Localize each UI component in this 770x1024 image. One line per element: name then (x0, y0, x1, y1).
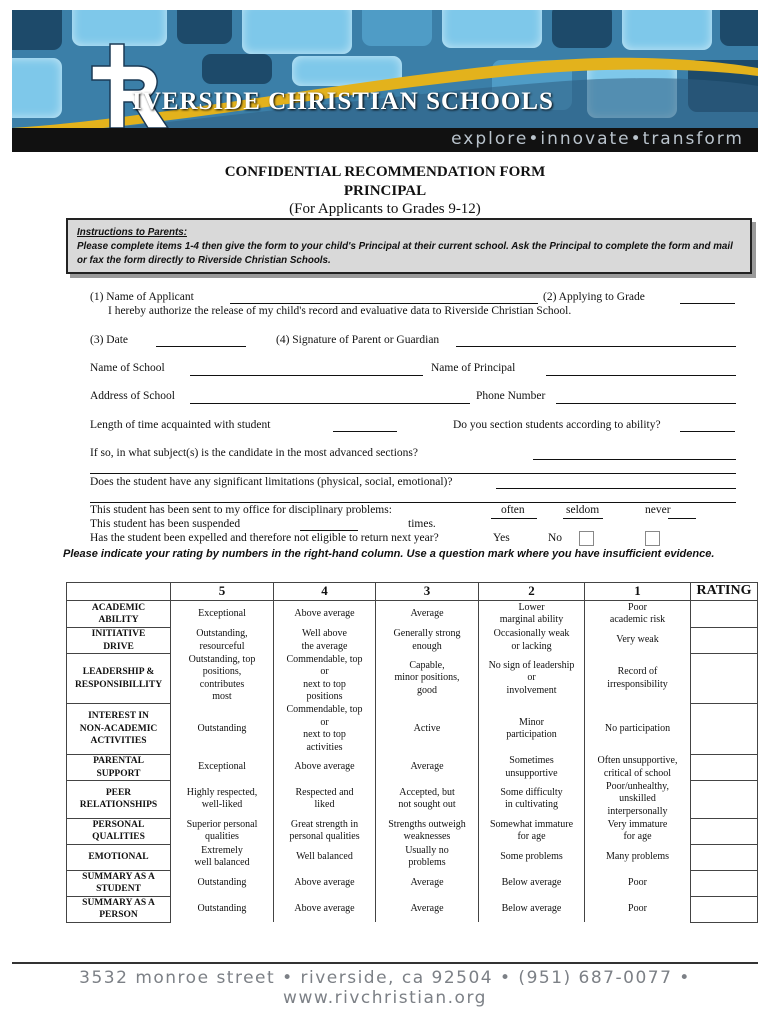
cell-2: Lower marginal ability (479, 601, 585, 628)
cell-4: Great strength in personal qualities (274, 818, 376, 844)
header-banner (12, 10, 758, 152)
yes-label: Yes (493, 532, 510, 544)
phone-field[interactable] (556, 403, 736, 404)
table-row (67, 601, 758, 628)
date-label: (3) Date (90, 334, 128, 346)
cell-5: Exceptional (171, 755, 274, 781)
section-ability-label: Do you section students according to ability? (453, 419, 661, 431)
principal-name-label: Name of Principal (431, 362, 516, 374)
header-2: 2 (479, 583, 585, 601)
header-rating: RATING (691, 583, 758, 601)
cell-1: Poor (585, 896, 691, 922)
rating-input-cell[interactable] (691, 654, 758, 704)
cell-1: Record of irresponsibility (585, 654, 691, 704)
date-field[interactable] (156, 346, 246, 347)
school-name-logo (82, 62, 554, 115)
rating-table (66, 582, 758, 923)
row-category: PEER RELATIONSHIPS (67, 781, 171, 819)
cell-3: Average (376, 896, 479, 922)
table-row (67, 844, 758, 870)
cell-3: Active (376, 704, 479, 755)
cell-4: Well above the average (274, 628, 376, 654)
cell-4: Above average (274, 896, 376, 922)
cell-5: Superior personal qualities (171, 818, 274, 844)
row-category: LEADERSHIP & RESPONSIBILLITY (67, 654, 171, 704)
cell-1: Often unsupportive, critical of school (585, 755, 691, 781)
cell-2: Below average (479, 896, 585, 922)
table-header-row (67, 583, 758, 601)
table-row (67, 654, 758, 704)
cell-2: Some difficulty in cultivating (479, 781, 585, 819)
row-category: PARENTAL SUPPORT (67, 755, 171, 781)
expelled-label: Has the student been expelled and therefore not eligible to return next year? (90, 532, 439, 544)
cell-2: Sometimes unsupportive (479, 755, 585, 781)
rating-input-cell[interactable] (691, 628, 758, 654)
section-ability-field[interactable] (680, 431, 735, 432)
rating-input-cell[interactable] (691, 781, 758, 819)
times-label: times. (408, 518, 436, 530)
advanced-subject-field-2[interactable] (90, 473, 736, 474)
suspended-times-field[interactable] (300, 530, 358, 531)
cell-1: Poor/unhealthy, unskilled interpersonally (585, 781, 691, 819)
table-row (67, 704, 758, 755)
cell-3: Capable, minor positions, good (376, 654, 479, 704)
cell-5: Exceptional (171, 601, 274, 628)
form-title: CONFIDENTIAL RECOMMENDATION FORM (224, 164, 546, 180)
often-option[interactable]: often (501, 504, 525, 516)
advanced-subject-field[interactable] (533, 459, 736, 460)
cell-1: Poor (585, 870, 691, 896)
row-category: INITIATIVE DRIVE (67, 628, 171, 654)
rating-input-cell[interactable] (691, 601, 758, 628)
brand-text: IVERSIDE CHRISTIAN SCHOOLS (132, 88, 554, 115)
never-option[interactable]: never (645, 504, 671, 516)
cell-4: Above average (274, 755, 376, 781)
instructions-box (66, 218, 752, 274)
signature-field[interactable] (456, 346, 736, 347)
grade-range: (For Applicants to Grades 9-12) (289, 201, 481, 217)
cell-5: Outstanding (171, 870, 274, 896)
often-underline (491, 518, 537, 519)
cell-5: Outstanding, top positions, contributes most (171, 654, 274, 704)
table-row (67, 870, 758, 896)
cell-4: Above average (274, 601, 376, 628)
cell-3: Usually no problems (376, 844, 479, 870)
cell-2: No sign of leadership or involvement (479, 654, 585, 704)
row-category: INTEREST IN NON-ACADEMIC ACTIVITIES (67, 704, 171, 755)
cell-2: Somewhat immature for age (479, 818, 585, 844)
tagline: explore•innovate•transform (451, 129, 744, 149)
rating-input-cell[interactable] (691, 818, 758, 844)
cell-1: Very weak (585, 628, 691, 654)
rating-input-cell[interactable] (691, 844, 758, 870)
suspended-label: This student has been suspended (90, 518, 241, 530)
cell-3: Generally strong enough (376, 628, 479, 654)
cell-4: Above average (274, 870, 376, 896)
grade-label: (2) Applying to Grade (543, 291, 645, 303)
instructions-heading: Instructions to Parents: (77, 227, 187, 238)
table-row (67, 818, 758, 844)
discipline-label: This student has been sent to my office for disciplinary problems: (90, 504, 392, 516)
row-category: EMOTIONAL (67, 844, 171, 870)
school-address-field[interactable] (190, 403, 470, 404)
rating-input-cell[interactable] (691, 755, 758, 781)
applicant-name-label: (1) Name of Applicant (90, 291, 194, 303)
row-category: ACADEMIC ABILITY (67, 601, 171, 628)
footer-address: 3532 monroe street • riverside, ca 92504 • (951) 687-0077 • www.rivchristian.org (79, 968, 691, 1008)
instructions-body: Please complete items 1-4 then give the form to your child's Principal at their current school. Ask the Principal to complete the form and mail or fax the form directly to Riverside Christian Schools. (77, 241, 733, 266)
no-label: No (548, 532, 563, 544)
cell-1: Poor academic risk (585, 601, 691, 628)
phone-label: Phone Number (476, 390, 546, 402)
time-acquainted-label: Length of time acquainted with student (90, 419, 271, 431)
school-name-label: Name of School (90, 362, 165, 374)
limitations-field[interactable] (496, 488, 736, 489)
rating-input-cell[interactable] (691, 870, 758, 896)
applicant-name-field[interactable] (230, 303, 538, 304)
row-category: SUMMARY AS A PERSON (67, 896, 171, 922)
limitations-field-2[interactable] (90, 502, 736, 503)
seldom-option[interactable]: seldom (566, 504, 600, 516)
expelled-checkbox-no[interactable] (645, 531, 660, 546)
table-row (67, 628, 758, 654)
cell-4: Commendable, top or next to top positions (274, 654, 376, 704)
cell-3: Average (376, 601, 479, 628)
rating-input-cell[interactable] (691, 704, 758, 755)
table-row (67, 781, 758, 819)
seldom-underline (563, 518, 603, 519)
cell-3: Strengths outweigh weaknesses (376, 818, 479, 844)
table-row (67, 755, 758, 781)
advanced-subject-label: If so, in what subject(s) is the candidate in the most advanced sections? (90, 447, 418, 459)
never-underline (668, 518, 696, 519)
cell-4: Respected and liked (274, 781, 376, 819)
time-acquainted-field[interactable] (333, 431, 397, 432)
row-category: SUMMARY AS A STUDENT (67, 870, 171, 896)
cell-5: Outstanding (171, 704, 274, 755)
authorization-text: I hereby authorize the release of my child's record and evaluative data to Riverside Christian School. (108, 305, 572, 317)
header-5: 5 (171, 583, 274, 601)
cell-1: Very immature for age (585, 818, 691, 844)
expelled-checkbox-yes[interactable] (579, 531, 594, 546)
rating-instructions: Please indicate your rating by numbers in the right-hand column. Use a question mark where you have insufficient evidence. (63, 548, 715, 560)
cell-5: Outstanding, resourceful (171, 628, 274, 654)
cell-1: Many problems (585, 844, 691, 870)
cell-4: Commendable, top or next to top activities (274, 704, 376, 755)
cell-4: Well balanced (274, 844, 376, 870)
cell-2: Minor participation (479, 704, 585, 755)
row-category: PERSONAL QUALITIES (67, 818, 171, 844)
rating-input-cell[interactable] (691, 896, 758, 922)
footer-divider (12, 962, 758, 964)
school-address-label: Address of School (90, 390, 175, 402)
signature-label: (4) Signature of Parent or Guardian (276, 334, 440, 346)
cell-2: Below average (479, 870, 585, 896)
header-4: 4 (274, 583, 376, 601)
limitations-label: Does the student have any significant limitations (physical, social, emotional)? (90, 476, 453, 488)
cell-3: Average (376, 755, 479, 781)
form-subtitle: PRINCIPAL (343, 183, 427, 199)
cell-5: Outstanding (171, 896, 274, 922)
cell-3: Average (376, 870, 479, 896)
cell-3: Accepted, but not sought out (376, 781, 479, 819)
cell-5: Highly respected, well-liked (171, 781, 274, 819)
principal-name-field[interactable] (546, 375, 736, 376)
header-3: 3 (376, 583, 479, 601)
table-row (67, 896, 758, 922)
school-name-field[interactable] (190, 375, 423, 376)
grade-field[interactable] (680, 303, 735, 304)
cell-2: Occasionally weak or lacking (479, 628, 585, 654)
cell-1: No participation (585, 704, 691, 755)
header-1: 1 (585, 583, 691, 601)
header-category (67, 583, 171, 601)
tagline-bar (12, 128, 758, 152)
cell-5: Extremely well balanced (171, 844, 274, 870)
cell-2: Some problems (479, 844, 585, 870)
